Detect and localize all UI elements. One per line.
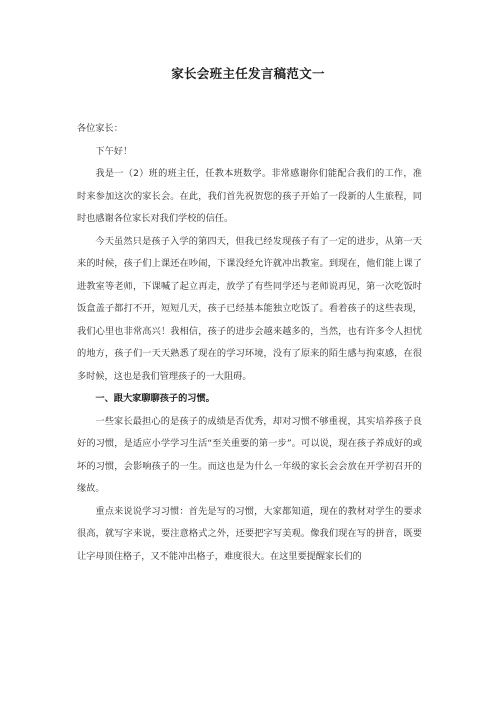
- paragraph-habits: 一些家长最担心的是孩子的成绩是否优秀，却对习惯不够重视，其实培养孩子良好的习惯，是适应小学学习生活“至关重要的第一步”。可以说，现在孩子养成好的或坏的习惯，会影响孩子的一生。而这也是为什么一年级的家长会会放在开学初召开的缘故。: [77, 415, 422, 494]
- paragraph-progress: 今天虽然只是孩子入学的第四天，但我已经发现孩子有了一定的进步，从第一天来的时候，孩子们上课还在吵闹，下课没经允许就冲出教室。到现在，他们能上课了进教室等老师，下课喊了起立再走，放学了有些同学还与老师说再见，第一次吃饭时饭盒盖子都打不开，短短几天，孩子已经基本能独立吃饭了。看着孩子的这些表现，我们心里也非常高兴！我相信，孩子的进步会越来越多的，当然，也有许多令人担忧的地方，孩子们一天天熟悉了现在的学习环境，没有了原来的陌生感与拘束感，在很多时候，这也是我们管理孩子的一大阻碍。: [77, 235, 422, 382]
- document-title: 家长会班主任发言稿范文一: [171, 66, 325, 81]
- paragraph-study-habits: 重点来说说学习习惯：首先是写的习惯，大家都知道，现在的教材对学生的要求很高，就写字来说，要注意格式之外，还要把字写美观。像我们现在写的拼音，既要让字母顶住格子，又不能冲出格子，难度很大。在这里要提醒家长们的: [77, 505, 422, 562]
- section-heading: 一、跟大家聊聊孩子的习惯。: [95, 393, 215, 404]
- paragraph-intro: 我是一（2）班的班主任，任教本班数学。非常感谢你们能配合我们的工作，准时来参加这次的家长会。在此，我们首先祝贺您的孩子开始了一段新的人生旅程，同时也感谢各位家长对我们学校的信任。: [77, 168, 422, 224]
- salutation: 各位家长：: [77, 123, 123, 134]
- greeting: 下午好！: [95, 145, 133, 157]
- document-body: [77, 118, 422, 568]
